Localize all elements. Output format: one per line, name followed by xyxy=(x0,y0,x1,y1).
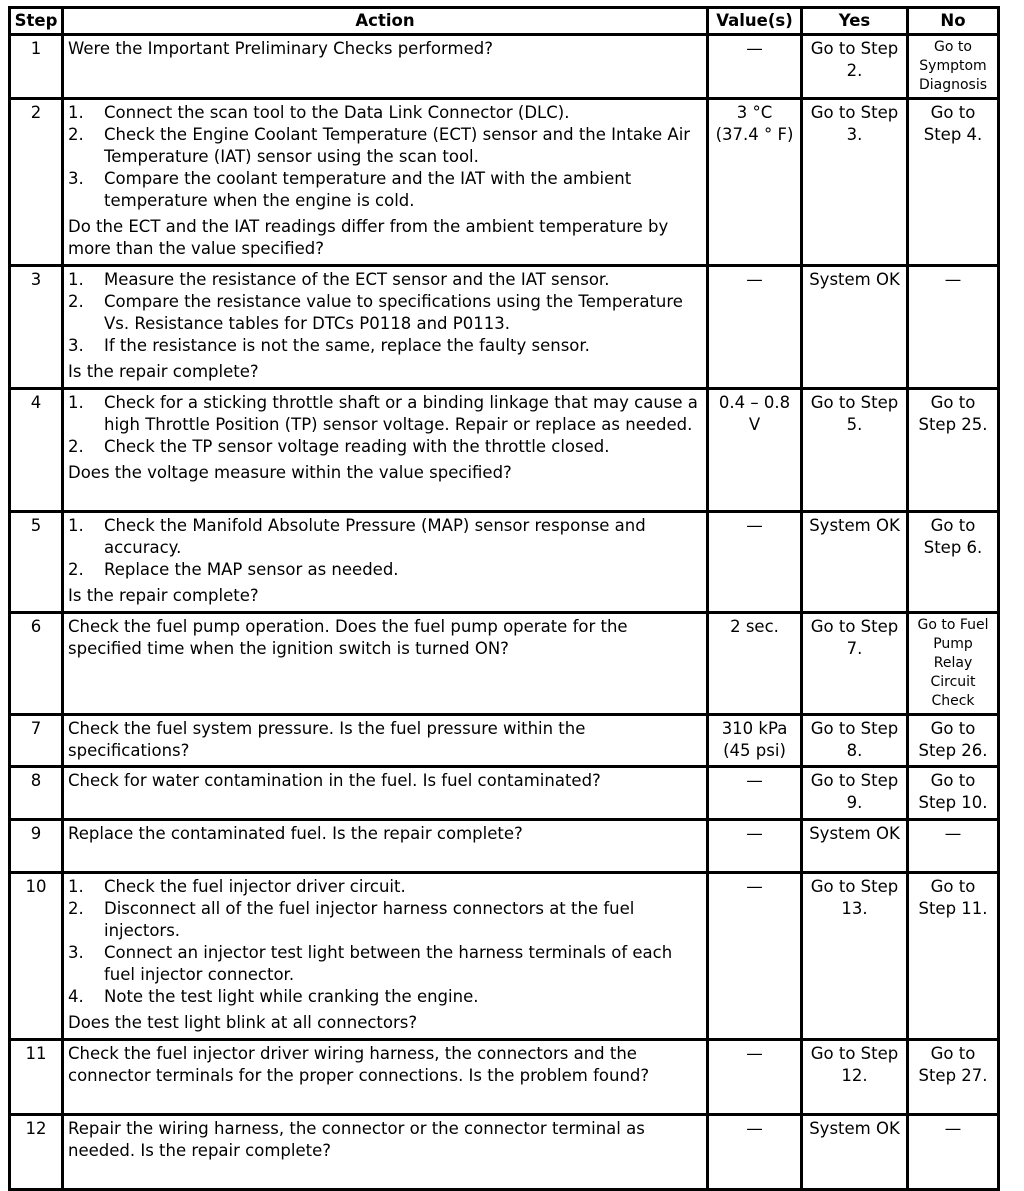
value-cell: — xyxy=(708,35,802,99)
list-item xyxy=(68,168,702,212)
step-number: 12 xyxy=(10,1115,63,1190)
action-cell xyxy=(63,99,708,266)
step-number: 3 xyxy=(10,266,63,389)
list-item xyxy=(68,559,702,581)
list-item-text: Note the test light while cranking the engine. xyxy=(104,987,479,1006)
table-row xyxy=(10,1115,999,1190)
header-row xyxy=(10,8,999,35)
yes-cell: System OK xyxy=(802,512,908,613)
yes-cell: System OK xyxy=(802,1115,908,1190)
action-question: Is the repair complete? xyxy=(68,362,259,381)
value-cell: — xyxy=(708,512,802,613)
list-item-text: Connect the scan tool to the Data Link Connector (DLC). xyxy=(104,103,570,122)
action-steps-list xyxy=(68,392,702,458)
action-steps-list xyxy=(68,102,702,212)
list-item xyxy=(68,269,702,291)
table-row xyxy=(10,767,999,820)
table-row xyxy=(10,613,999,715)
list-item xyxy=(68,515,702,559)
table-row xyxy=(10,266,999,389)
value-cell: — xyxy=(708,820,802,873)
list-item-text: If the resistance is not the same, replace the faulty sensor. xyxy=(104,336,590,355)
list-item-number: 2. xyxy=(68,560,84,579)
table-row xyxy=(10,99,999,266)
header-action: Action xyxy=(63,8,708,35)
value-cell: — xyxy=(708,767,802,820)
table-row xyxy=(10,715,999,767)
action-question: Is the repair complete? xyxy=(68,586,259,605)
action-steps-list xyxy=(68,515,702,581)
list-item xyxy=(68,942,702,986)
header-no: No xyxy=(908,8,999,35)
step-number: 7 xyxy=(10,715,63,767)
no-cell: Go to Step 27. xyxy=(908,1040,999,1115)
value-cell: — xyxy=(708,1040,802,1115)
list-item-number: 2. xyxy=(68,125,84,144)
list-item-text: Compare the resistance value to specifications using the Temperature Vs. Resistance tables for DTCs P0118 and P0113. xyxy=(104,292,683,333)
list-item xyxy=(68,436,702,458)
action-cell xyxy=(63,35,708,99)
step-number: 9 xyxy=(10,820,63,873)
no-cell: — xyxy=(908,820,999,873)
list-item-number: 1. xyxy=(68,270,84,289)
step-number: 6 xyxy=(10,613,63,715)
yes-cell: System OK xyxy=(802,820,908,873)
action-question: Does the test light blink at all connectors? xyxy=(68,1013,418,1032)
list-item-number: 2. xyxy=(68,437,84,456)
no-cell: Go to Fuel Pump Relay Circuit Check xyxy=(908,613,999,715)
step-number: 5 xyxy=(10,512,63,613)
value-cell: 3 °C (37.4 ° F) xyxy=(708,99,802,266)
list-item-number: 2. xyxy=(68,899,84,918)
list-item-text: Disconnect all of the fuel injector harness connectors at the fuel injectors. xyxy=(104,899,635,940)
list-item-number: 1. xyxy=(68,516,84,535)
list-item xyxy=(68,876,702,898)
no-cell: Go to Step 26. xyxy=(908,715,999,767)
action-cell xyxy=(63,613,708,715)
action-cell xyxy=(63,767,708,820)
list-item-text: Check the TP sensor voltage reading with the throttle closed. xyxy=(104,437,610,456)
table-body xyxy=(10,35,999,1190)
yes-cell: Go to Step 8. xyxy=(802,715,908,767)
table-row xyxy=(10,1040,999,1115)
action-steps-list xyxy=(68,269,702,357)
list-item-number: 3. xyxy=(68,336,84,355)
no-cell: Go to Step 25. xyxy=(908,389,999,512)
action-cell xyxy=(63,389,708,512)
yes-cell: Go to Step 7. xyxy=(802,613,908,715)
action-cell xyxy=(63,266,708,389)
action-cell xyxy=(63,1115,708,1190)
table-row xyxy=(10,820,999,873)
table-row xyxy=(10,35,999,99)
list-item-number: 3. xyxy=(68,943,84,962)
header-values: Value(s) xyxy=(708,8,802,35)
action-cell xyxy=(63,873,708,1040)
header-yes: Yes xyxy=(802,8,908,35)
no-cell: Go to Step 10. xyxy=(908,767,999,820)
yes-cell: System OK xyxy=(802,266,908,389)
list-item-number: 1. xyxy=(68,877,84,896)
list-item xyxy=(68,898,702,942)
action-question: Check the fuel system pressure. Is the fuel pressure within the specifications? xyxy=(68,719,586,760)
list-item-text: Check the Manifold Absolute Pressure (MAP) sensor response and accuracy. xyxy=(104,516,646,557)
list-item-number: 2. xyxy=(68,292,84,311)
list-item-number: 3. xyxy=(68,169,84,188)
list-item xyxy=(68,124,702,168)
step-number: 8 xyxy=(10,767,63,820)
no-cell: — xyxy=(908,1115,999,1190)
list-item xyxy=(68,291,702,335)
header-step: Step xyxy=(10,8,63,35)
action-question: Check for water contamination in the fuel. Is fuel contaminated? xyxy=(68,771,601,790)
value-cell: 310 kPa (45 psi) xyxy=(708,715,802,767)
step-number: 1 xyxy=(10,35,63,99)
list-item-text: Check the fuel injector driver circuit. xyxy=(104,877,406,896)
list-item-text: Check the Engine Coolant Temperature (ECT) sensor and the Intake Air Temperature (IAT) sensor using the scan tool. xyxy=(104,125,691,166)
table-row xyxy=(10,512,999,613)
no-cell: Go to Symptom Diagnosis xyxy=(908,35,999,99)
no-cell: — xyxy=(908,266,999,389)
step-number: 4 xyxy=(10,389,63,512)
yes-cell: Go to Step 5. xyxy=(802,389,908,512)
list-item-text: Compare the coolant temperature and the IAT with the ambient temperature when the engine is cold. xyxy=(104,169,632,210)
step-number: 2 xyxy=(10,99,63,266)
action-cell xyxy=(63,512,708,613)
value-cell: 2 sec. xyxy=(708,613,802,715)
no-cell: Go to Step 11. xyxy=(908,873,999,1040)
action-question: Repair the wiring harness, the connector or the connector terminal as needed. Is the repair complete? xyxy=(68,1119,645,1160)
list-item-number: 1. xyxy=(68,103,84,122)
action-question: Do the ECT and the IAT readings differ from the ambient temperature by more than the value specified? xyxy=(68,217,669,258)
list-item-text: Replace the MAP sensor as needed. xyxy=(104,560,399,579)
action-question: Does the voltage measure within the value specified? xyxy=(68,463,512,482)
list-item-text: Check for a sticking throttle shaft or a binding linkage that may cause a high Throttle Position (TP) sensor voltage. Repair or replace as needed. xyxy=(104,393,698,434)
action-cell xyxy=(63,820,708,873)
step-number: 10 xyxy=(10,873,63,1040)
action-steps-list xyxy=(68,876,702,1008)
value-cell: 0.4 – 0.8 V xyxy=(708,389,802,512)
action-question: Check the fuel pump operation. Does the fuel pump operate for the specified time when the ignition switch is turned ON? xyxy=(68,617,628,658)
action-question: Replace the contaminated fuel. Is the repair complete? xyxy=(68,824,523,843)
yes-cell: Go to Step 3. xyxy=(802,99,908,266)
list-item-text: Connect an injector test light between the harness terminals of each fuel injector connector. xyxy=(104,943,673,984)
list-item-number: 1. xyxy=(68,393,84,412)
no-cell: Go to Step 4. xyxy=(908,99,999,266)
yes-cell: Go to Step 2. xyxy=(802,35,908,99)
yes-cell: Go to Step 13. xyxy=(802,873,908,1040)
list-item xyxy=(68,335,702,357)
action-cell xyxy=(63,1040,708,1115)
value-cell: — xyxy=(708,266,802,389)
step-number: 11 xyxy=(10,1040,63,1115)
table-row xyxy=(10,389,999,512)
yes-cell: Go to Step 9. xyxy=(802,767,908,820)
diagnostic-table xyxy=(8,6,1000,1191)
list-item-number: 4. xyxy=(68,987,84,1006)
value-cell: — xyxy=(708,1115,802,1190)
yes-cell: Go to Step 12. xyxy=(802,1040,908,1115)
no-cell: Go to Step 6. xyxy=(908,512,999,613)
action-question: Were the Important Preliminary Checks performed? xyxy=(68,39,493,58)
list-item-text: Measure the resistance of the ECT sensor and the IAT sensor. xyxy=(104,270,610,289)
action-question: Check the fuel injector driver wiring harness, the connectors and the connector terminals for the proper connections. Is the problem found? xyxy=(68,1044,650,1085)
list-item xyxy=(68,986,702,1008)
list-item xyxy=(68,392,702,436)
action-cell xyxy=(63,715,708,767)
value-cell: — xyxy=(708,873,802,1040)
list-item xyxy=(68,102,702,124)
table-row xyxy=(10,873,999,1040)
